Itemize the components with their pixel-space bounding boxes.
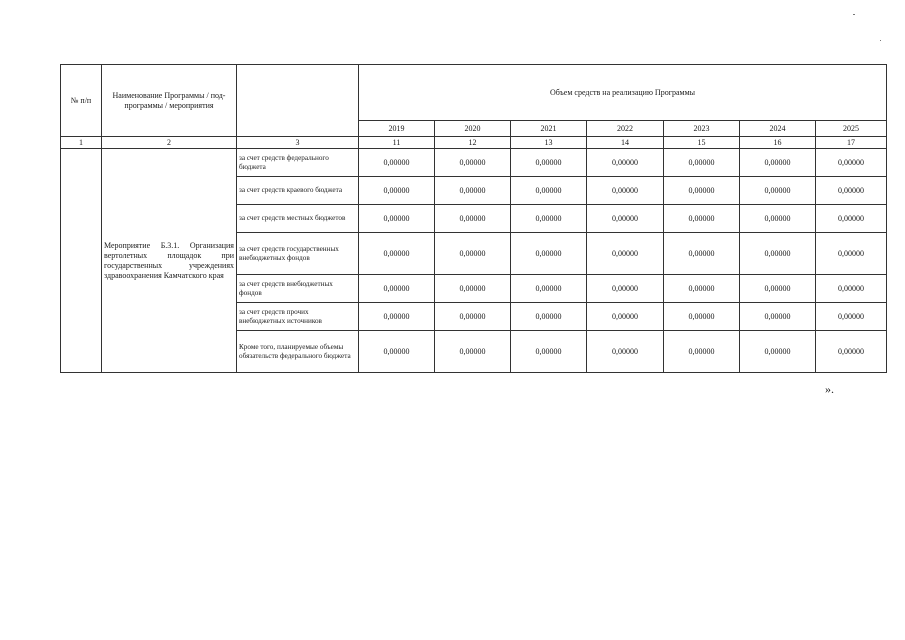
funding-source: за счет средств внебюджетных фондов	[237, 275, 359, 303]
funding-value: 0,00000	[511, 275, 587, 303]
program-funding-table	[60, 64, 887, 373]
funding-value: 0,00000	[664, 205, 740, 233]
header-year: 2023	[664, 121, 740, 137]
funding-value: 0,00000	[587, 149, 664, 177]
funding-value: 0,00000	[664, 149, 740, 177]
funding-value: 0,00000	[587, 233, 664, 275]
funding-value: 0,00000	[511, 233, 587, 275]
funding-value: 0,00000	[816, 303, 887, 331]
funding-value: 0,00000	[359, 303, 435, 331]
column-number: 17	[816, 137, 887, 149]
funding-value: 0,00000	[359, 177, 435, 205]
header-year: 2025	[816, 121, 887, 137]
funding-value: 0,00000	[816, 149, 887, 177]
funding-source: за счет средств федерального бюджета	[237, 149, 359, 177]
header-year: 2022	[587, 121, 664, 137]
scan-speck	[880, 40, 881, 41]
funding-value: 0,00000	[664, 331, 740, 373]
column-number: 16	[740, 137, 816, 149]
funding-value: 0,00000	[816, 331, 887, 373]
column-number: 12	[435, 137, 511, 149]
funding-value: 0,00000	[511, 303, 587, 331]
funding-value: 0,00000	[511, 149, 587, 177]
scan-speck	[853, 14, 855, 15]
funding-value: 0,00000	[587, 177, 664, 205]
column-number: 13	[511, 137, 587, 149]
funding-value: 0,00000	[435, 275, 511, 303]
funding-value: 0,00000	[435, 149, 511, 177]
funding-value: 0,00000	[740, 149, 816, 177]
funding-source: за счет средств государственных внебюджетных фондов	[237, 233, 359, 275]
funding-value: 0,00000	[587, 205, 664, 233]
funding-source: Кроме того, планируемые объемы обязательств федерального бюджета	[237, 331, 359, 373]
funding-value: 0,00000	[816, 275, 887, 303]
funding-value: 0,00000	[435, 177, 511, 205]
funding-row	[61, 149, 887, 177]
funding-source: за счет средств местных бюджетов	[237, 205, 359, 233]
activity-number	[61, 149, 102, 373]
column-number: 3	[237, 137, 359, 149]
funding-value: 0,00000	[664, 233, 740, 275]
funding-value: 0,00000	[816, 177, 887, 205]
funding-value: 0,00000	[511, 331, 587, 373]
funding-value: 0,00000	[664, 177, 740, 205]
column-number: 2	[102, 137, 237, 149]
funding-value: 0,00000	[435, 205, 511, 233]
funding-value: 0,00000	[435, 303, 511, 331]
header-year: 2020	[435, 121, 511, 137]
header-year: 2024	[740, 121, 816, 137]
funding-value: 0,00000	[587, 275, 664, 303]
header-year: 2019	[359, 121, 435, 137]
column-numbers-row	[61, 137, 887, 149]
funding-value: 0,00000	[740, 331, 816, 373]
funding-value: 0,00000	[587, 303, 664, 331]
funding-value: 0,00000	[664, 303, 740, 331]
funding-value: 0,00000	[511, 205, 587, 233]
funding-value: 0,00000	[740, 233, 816, 275]
funding-source: за счет средств прочих внебюджетных источников	[237, 303, 359, 331]
column-number: 11	[359, 137, 435, 149]
funding-value: 0,00000	[359, 331, 435, 373]
column-number: 15	[664, 137, 740, 149]
funding-source: за счет средств краевого бюджета	[237, 177, 359, 205]
funding-value: 0,00000	[359, 205, 435, 233]
funding-value: 0,00000	[816, 233, 887, 275]
funding-value: 0,00000	[359, 275, 435, 303]
column-number: 14	[587, 137, 664, 149]
funding-value: 0,00000	[359, 149, 435, 177]
funding-value: 0,00000	[740, 205, 816, 233]
funding-value: 0,00000	[435, 233, 511, 275]
funding-value: 0,00000	[740, 303, 816, 331]
funding-value: 0,00000	[511, 177, 587, 205]
funding-value: 0,00000	[740, 275, 816, 303]
column-number: 1	[61, 137, 102, 149]
header-volume: Объем средств на реализацию Программы	[359, 65, 887, 121]
header-year: 2021	[511, 121, 587, 137]
funding-value: 0,00000	[359, 233, 435, 275]
header-name: Наименование Программы / под-программы / мероприятия	[102, 65, 237, 137]
funding-value: 0,00000	[664, 275, 740, 303]
closing-quote-mark: ».	[825, 382, 834, 396]
funding-value: 0,00000	[816, 205, 887, 233]
funding-value: 0,00000	[587, 331, 664, 373]
header-source	[237, 65, 359, 137]
funding-value: 0,00000	[435, 331, 511, 373]
header-number: № п/п	[61, 65, 102, 137]
activity-name: Мероприятие Б.3.1. Организация вертолетных площадок при государственных учреждениях здравоохранения Камчатского края	[102, 149, 237, 373]
funding-value: 0,00000	[740, 177, 816, 205]
